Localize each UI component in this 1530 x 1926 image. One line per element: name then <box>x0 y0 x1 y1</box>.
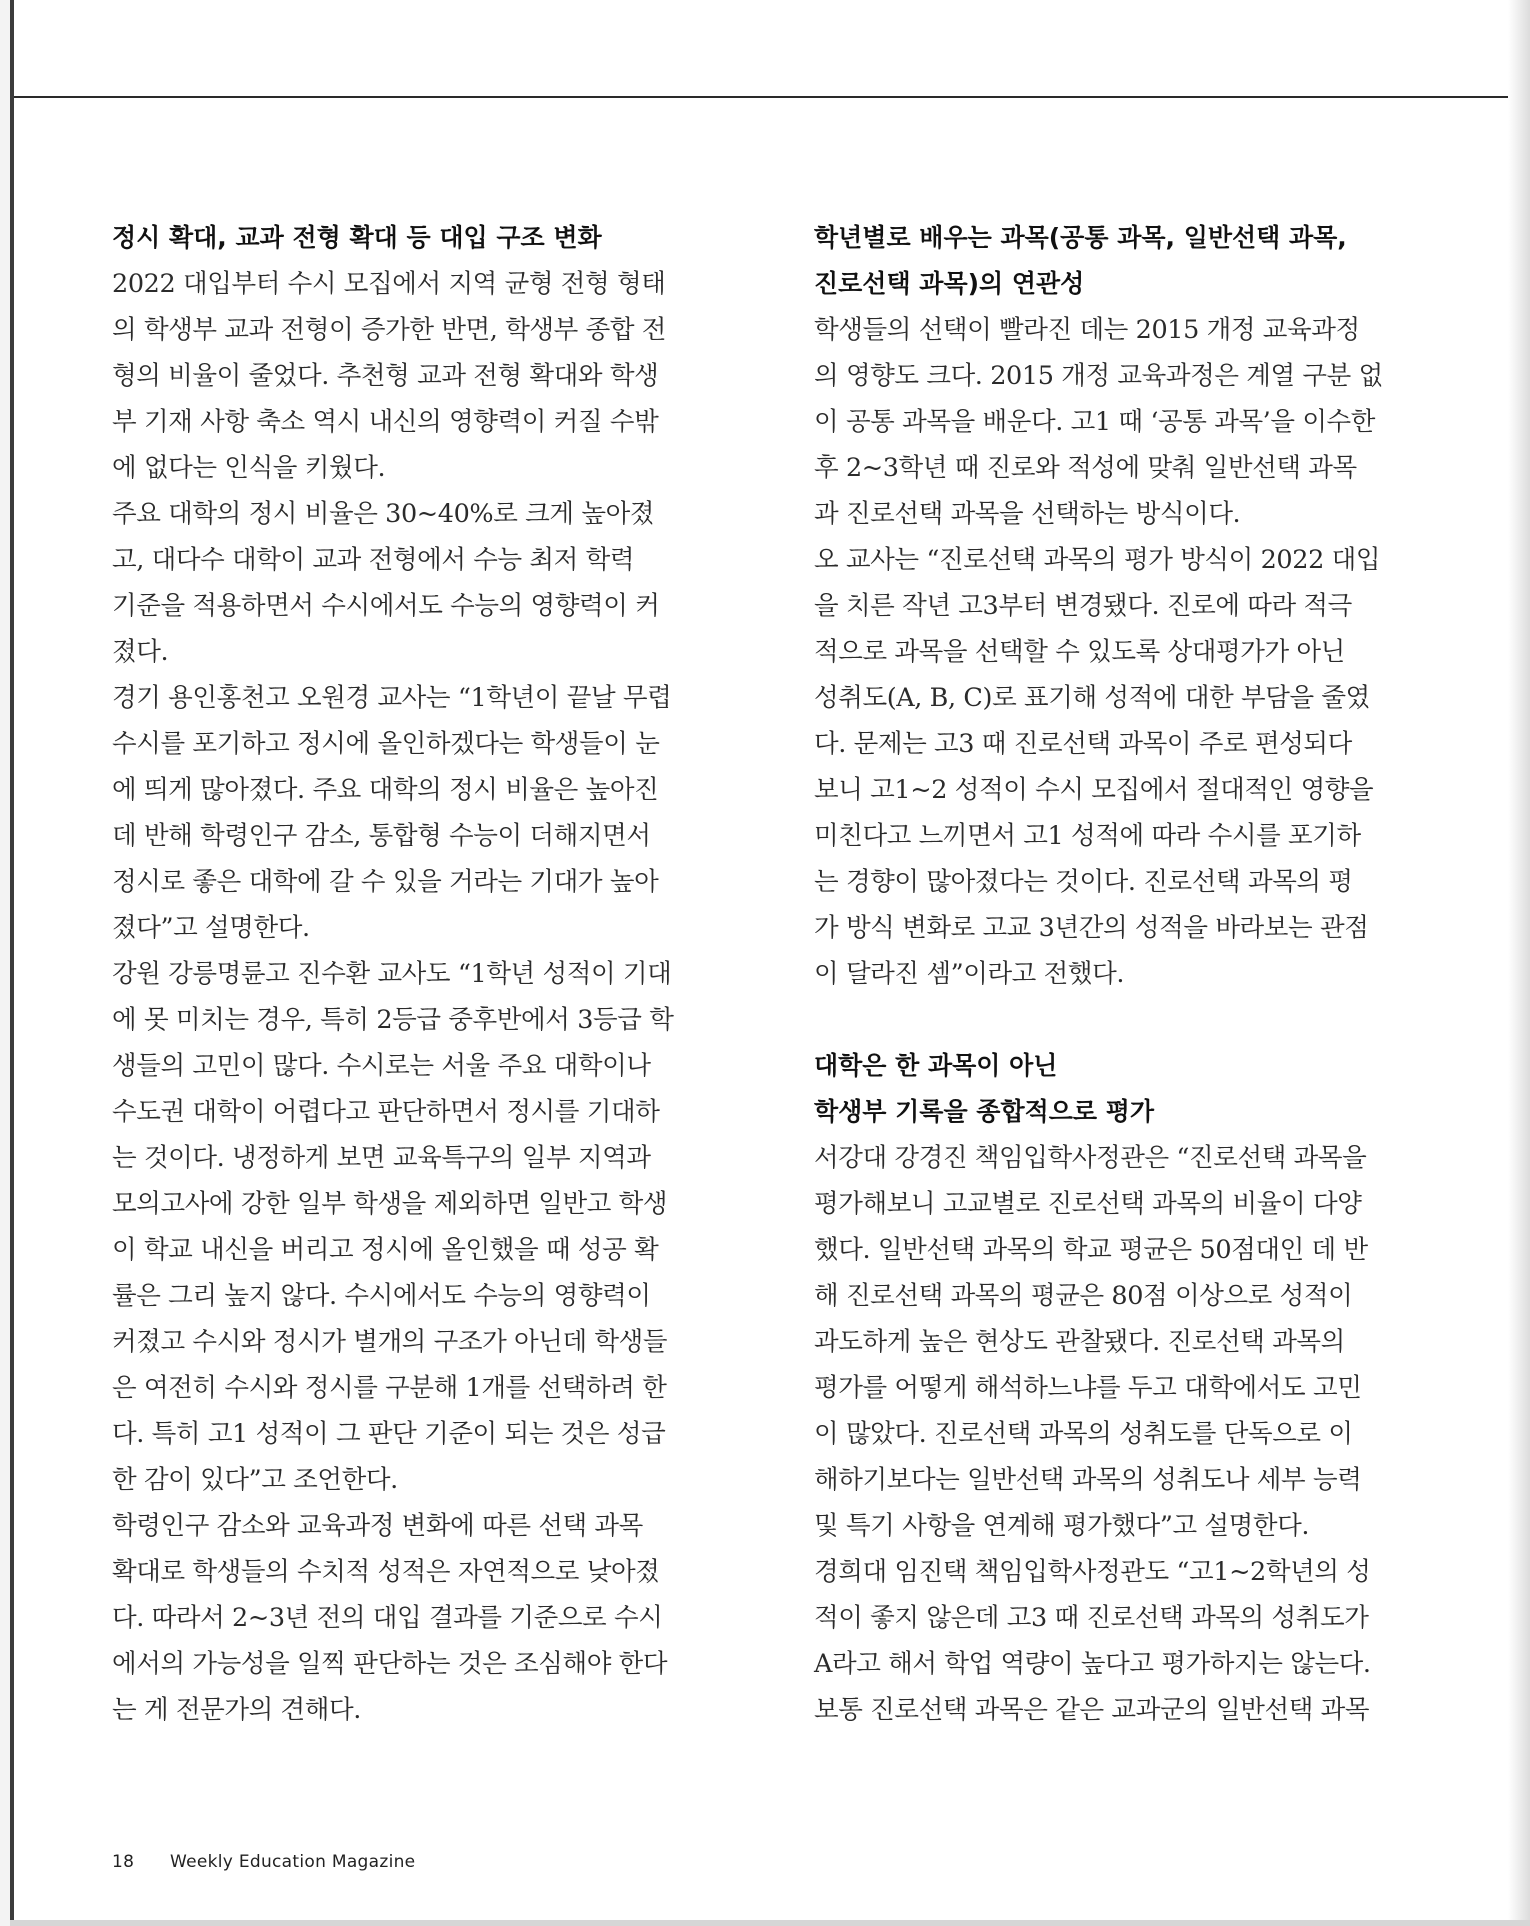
text-line: 에서의 가능성을 일찍 판단하는 것은 조심해야 한다 <box>112 1649 668 1679</box>
text-line: 고, 대다수 대학이 교과 전형에서 수능 최저 학력 <box>112 545 635 575</box>
text-line: 적이 좋지 않은데 고3 때 진로선택 과목의 성취도가 <box>814 1603 1369 1633</box>
text-line: 했다. 일반선택 과목의 학교 평균은 50점대인 데 반 <box>814 1235 1368 1265</box>
text-line: 해 진로선택 과목의 평균은 80점 이상으로 성적이 <box>814 1281 1353 1311</box>
text-line: 의 학생부 교과 전형이 증가한 반면, 학생부 종합 전 <box>112 315 667 345</box>
page-footer <box>112 1852 415 1872</box>
section-spacer <box>814 997 1389 1043</box>
text-line: 다. 따라서 2~3년 전의 대입 결과를 기준으로 수시 <box>112 1603 663 1633</box>
section-heading: 학년별로 배우는 과목(공통 과목, 일반선택 과목, <box>814 223 1347 252</box>
text-line: 경기 용인홍천고 오원경 교사는 “1학년이 끝날 무렵 <box>112 683 672 713</box>
text-line: 는 것이다. 냉정하게 보면 교육특구의 일부 지역과 <box>112 1143 651 1173</box>
text-line: 보니 고1~2 성적이 수시 모집에서 절대적인 영향을 <box>814 775 1374 805</box>
text-line: 다. 특히 고1 성적이 그 판단 기준이 되는 것은 성급 <box>112 1419 666 1449</box>
text-line: 에 없다는 인식을 키웠다. <box>112 453 386 483</box>
page-right-shade <box>1508 0 1530 1926</box>
text-line: 에 띄게 많아졌다. 주요 대학의 정시 비율은 높아진 <box>112 775 659 805</box>
text-line: 은 여전히 수시와 정시를 구분해 1개를 선택하려 한 <box>112 1373 667 1403</box>
text-line: 주요 대학의 정시 비율은 30~40%로 크게 높아졌 <box>112 499 655 529</box>
text-line: 미친다고 느끼면서 고1 성적에 따라 수시를 포기하 <box>814 821 1361 851</box>
text-line: 는 게 전문가의 견해다. <box>112 1695 361 1725</box>
text-line: 졌다”고 설명한다. <box>112 913 310 943</box>
text-line: 부 기재 사항 축소 역시 내신의 영향력이 커질 수밖 <box>112 407 659 437</box>
text-line: 해하기보다는 일반선택 과목의 성취도나 세부 능력 <box>814 1465 1362 1495</box>
text-line: 한 감이 있다”고 조언한다. <box>112 1465 398 1495</box>
text-line: 이 공통 과목을 배운다. 고1 때 ‘공통 과목’을 이수한 <box>814 407 1376 437</box>
text-line: 데 반해 학령인구 감소, 통합형 수능이 더해지면서 <box>112 821 651 851</box>
text-line: 을 치른 작년 고3부터 변경됐다. 진로에 따라 적극 <box>814 591 1352 621</box>
text-line: 학생들의 선택이 빨라진 데는 2015 개정 교육과정 <box>814 315 1360 345</box>
text-line: 생들의 고민이 많다. 수시로는 서울 주요 대학이나 <box>112 1051 651 1081</box>
text-line: 학령인구 감소와 교육과정 변화에 따른 선택 과목 <box>112 1511 643 1541</box>
section-heading: 학생부 기록을 종합적으로 평가 <box>814 1097 1155 1126</box>
text-line: 과도하게 높은 현상도 관찰됐다. 진로선택 과목의 <box>814 1327 1345 1357</box>
text-line: 의 영향도 크다. 2015 개정 교육과정은 계열 구분 없 <box>814 361 1383 391</box>
text-line: 이 학교 내신을 버리고 정시에 올인했을 때 성공 확 <box>112 1235 659 1265</box>
text-line: 졌다. <box>112 637 169 667</box>
text-line: 는 경향이 많아졌다는 것이다. 진로선택 과목의 평 <box>814 867 1353 897</box>
section-heading: 대학은 한 과목이 아닌 <box>814 1051 1058 1080</box>
page-left-edge <box>10 0 14 1926</box>
text-line: 수시를 포기하고 정시에 올인하겠다는 학생들이 눈 <box>112 729 660 759</box>
text-line: 다. 문제는 고3 때 진로선택 과목이 주로 편성되다 <box>814 729 1352 759</box>
text-line: 모의고사에 강한 일부 학생을 제외하면 일반고 학생 <box>112 1189 668 1219</box>
text-line: A라고 해서 학업 역량이 높다고 평가하지는 않는다. <box>814 1649 1371 1679</box>
page-bottom-edge <box>10 1920 1530 1926</box>
text-line: 보통 진로선택 과목은 같은 교과군의 일반선택 과목 <box>814 1695 1370 1725</box>
text-line: 형의 비율이 줄었다. 추천형 교과 전형 확대와 학생 <box>112 361 659 391</box>
text-line: 서강대 강경진 책임입학사정관은 “진로선택 과목을 <box>814 1143 1367 1173</box>
section-heading: 진로선택 과목)의 연관성 <box>814 269 1085 298</box>
text-line: 이 많았다. 진로선택 과목의 성취도를 단독으로 이 <box>814 1419 1353 1449</box>
header-rule <box>14 96 1530 98</box>
right-column <box>814 215 1389 1733</box>
text-line: 수도권 대학이 어렵다고 판단하면서 정시를 기대하 <box>112 1097 660 1127</box>
text-line: 오 교사는 “진로선택 과목의 평가 방식이 2022 대입 <box>814 545 1381 575</box>
magazine-page <box>10 0 1530 1926</box>
text-line: 률은 그리 높지 않다. 수시에서도 수능의 영향력이 <box>112 1281 651 1311</box>
text-line: 기준을 적용하면서 수시에서도 수능의 영향력이 커 <box>112 591 660 621</box>
text-line: 및 특기 사항을 연계해 평가했다”고 설명한다. <box>814 1511 1310 1541</box>
text-line: 과 진로선택 과목을 선택하는 방식이다. <box>814 499 1241 529</box>
text-line: 후 2~3학년 때 진로와 적성에 맞춰 일반선택 과목 <box>814 453 1357 483</box>
text-line: 평가를 어떻게 해석하느냐를 두고 대학에서도 고민 <box>814 1373 1362 1403</box>
text-line: 가 방식 변화로 고교 3년간의 성적을 바라보는 관점 <box>814 913 1369 943</box>
text-line: 이 달라진 셈”이라고 전했다. <box>814 959 1125 989</box>
text-line: 적으로 과목을 선택할 수 있도록 상대평가가 아닌 <box>814 637 1345 667</box>
section-heading: 정시 확대, 교과 전형 확대 등 대입 구조 변화 <box>112 223 602 252</box>
text-line: 강원 강릉명륜고 진수환 교사도 “1학년 성적이 기대 <box>112 959 672 989</box>
text-line: 평가해보니 고교별로 진로선택 과목의 비율이 다양 <box>814 1189 1362 1219</box>
page-number: 18 <box>112 1852 135 1872</box>
text-line: 경희대 임진택 책임입학사정관도 “고1~2학년의 성 <box>814 1557 1371 1587</box>
magazine-name: Weekly Education Magazine <box>169 1852 416 1872</box>
left-column <box>112 215 687 1733</box>
text-line: 커졌고 수시와 정시가 별개의 구조가 아닌데 학생들 <box>112 1327 668 1357</box>
text-line: 성취도(A, B, C)로 표기해 성적에 대한 부담을 줄였 <box>814 683 1370 713</box>
text-line: 에 못 미치는 경우, 특히 2등급 중후반에서 3등급 학 <box>112 1005 674 1035</box>
text-line: 2022 대입부터 수시 모집에서 지역 균형 전형 형태 <box>112 269 666 299</box>
text-line: 확대로 학생들의 수치적 성적은 자연적으로 낮아졌 <box>112 1557 660 1587</box>
text-line: 정시로 좋은 대학에 갈 수 있을 거라는 기대가 높아 <box>112 867 659 897</box>
